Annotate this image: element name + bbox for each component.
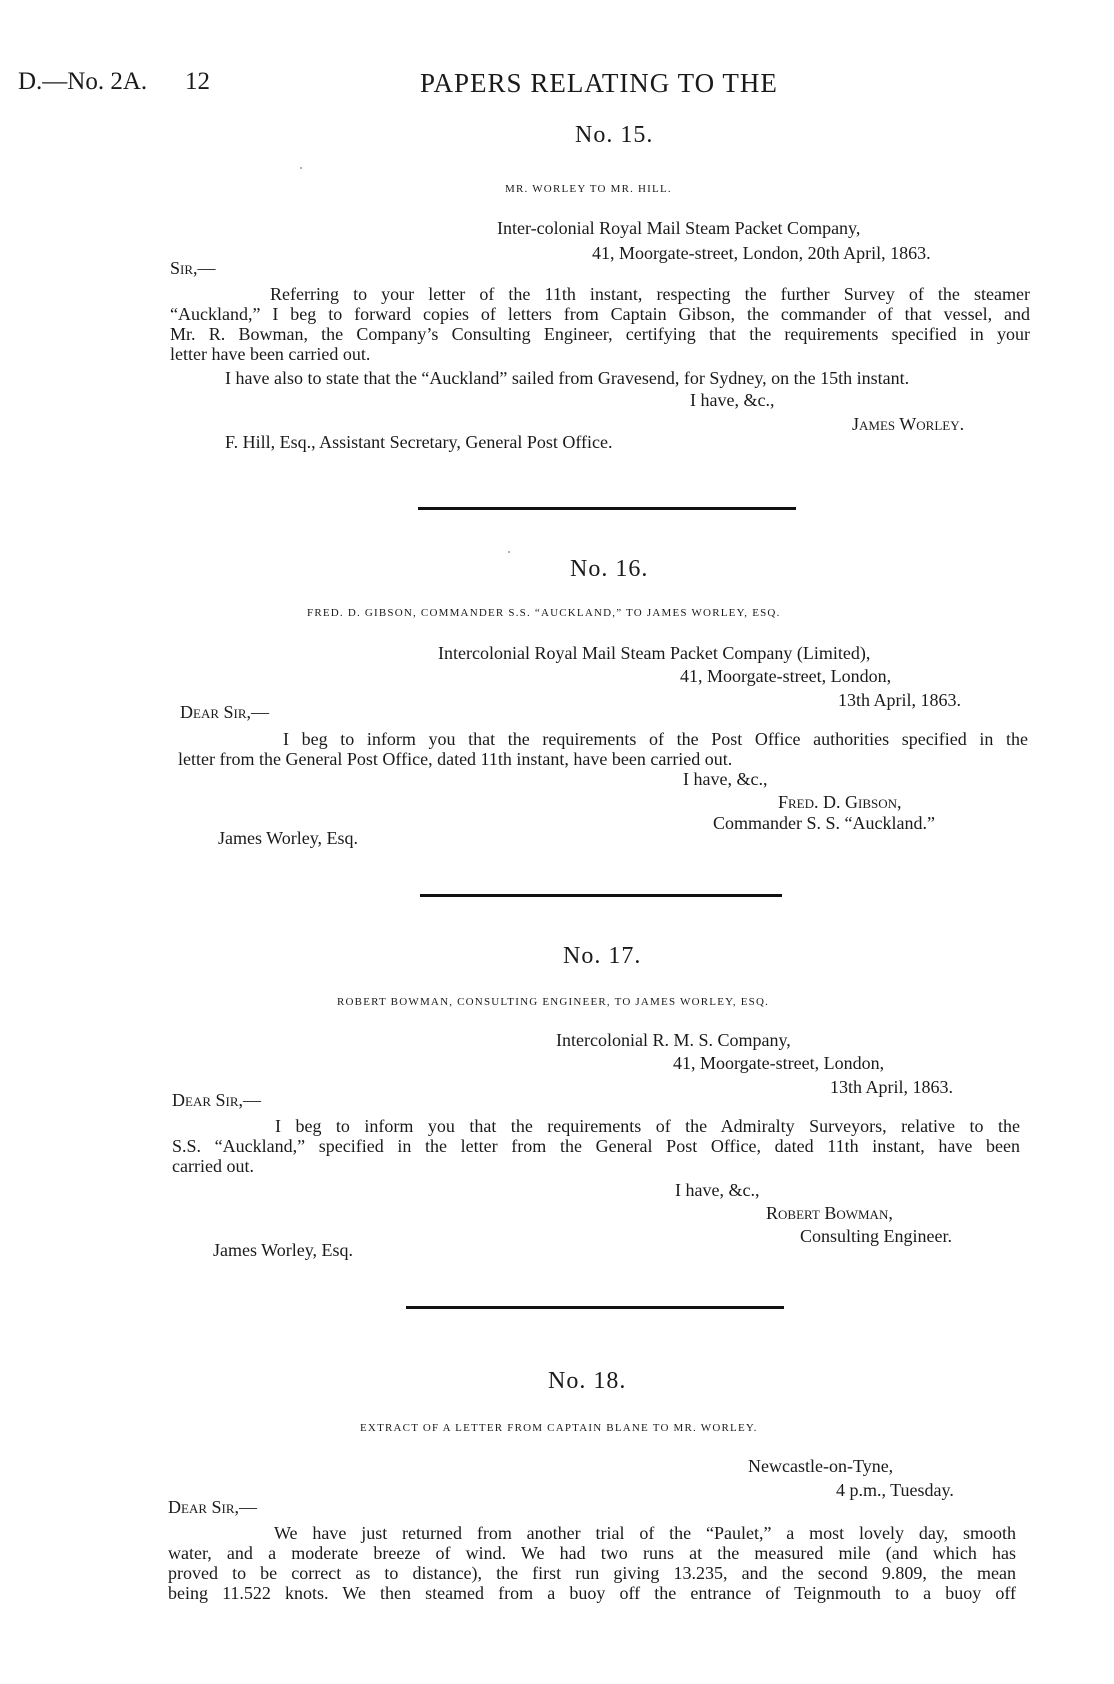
letter-address-line: Newcastle-on-Tyne, xyxy=(748,1456,894,1476)
letter-signature: James Worley. xyxy=(852,414,965,434)
print-speck xyxy=(300,167,302,169)
document-reference: D.—No. 2A. xyxy=(18,68,148,95)
letter-body-line: being 11.522 knots. We then steamed from a buoy off the entrance of Teignmouth to a buoy off xyxy=(168,1583,1016,1603)
letter-number: No. 16. xyxy=(570,556,649,582)
letter-salutation: Sir,— xyxy=(170,258,216,278)
section-divider xyxy=(420,894,782,897)
letter-addressee: James Worley, Esq. xyxy=(218,828,359,848)
letter-signature: Robert Bowman, xyxy=(766,1203,893,1223)
letter-closing: I have, &c., xyxy=(675,1180,760,1200)
letter-addressee: James Worley, Esq. xyxy=(213,1240,354,1260)
page-title: PAPERS RELATING TO THE xyxy=(420,68,778,98)
letter-number: No. 17. xyxy=(563,943,642,969)
letter-heading: FRED. D. GIBSON, COMMANDER S.S. “AUCKLAND,” TO JAMES WORLEY, ESQ. xyxy=(307,607,781,619)
letter-address-line: 41, Moorgate-street, London, xyxy=(680,666,892,686)
letter-address-line: 41, Moorgate-street, London, xyxy=(673,1053,885,1073)
letter-signature: Fred. D. Gibson, xyxy=(778,792,902,812)
letter-body-line: Mr. R. Bowman, the Company’s Consulting Engineer, certifying that the requirements specified in your xyxy=(170,324,1030,344)
letter-body-line: Referring to your letter of the 11th instant, respecting the further Survey of the steamer xyxy=(270,284,1030,304)
print-speck xyxy=(508,551,510,553)
letter-address-line: 41, Moorgate-street, London, 20th April, 1863. xyxy=(592,243,931,263)
section-divider xyxy=(406,1306,784,1309)
letter-address-line: Inter-colonial Royal Mail Steam Packet Company, xyxy=(497,218,861,238)
section-divider xyxy=(418,507,796,510)
letter-address-line: Intercolonial Royal Mail Steam Packet Company (Limited), xyxy=(438,643,871,663)
letter-signature-title: Commander S. S. “Auckland.” xyxy=(713,813,935,833)
letter-body-line: letter from the General Post Office, dated 11th instant, have been carried out. xyxy=(178,749,733,769)
letter-heading: MR. WORLEY TO MR. HILL. xyxy=(505,183,672,195)
letter-body-line: S.S. “Auckland,” specified in the letter from the General Post Office, dated 11th instant, have been xyxy=(172,1136,1020,1156)
letter-address-line: 13th April, 1863. xyxy=(838,690,962,710)
letter-body-line: “Auckland,” I beg to forward copies of letters from Captain Gibson, the commander of that vessel, and xyxy=(170,304,1030,324)
letter-body-line: water, and a moderate breeze of wind. We had two runs at the measured mile (and which has xyxy=(168,1543,1016,1563)
letter-address-line: 13th April, 1863. xyxy=(830,1077,954,1097)
letter-heading: EXTRACT OF A LETTER FROM CAPTAIN BLANE TO MR. WORLEY. xyxy=(360,1422,758,1434)
letter-body-line: carried out. xyxy=(172,1156,254,1176)
letter-salutation: Dear Sir,— xyxy=(180,702,270,722)
letter-closing: I have, &c., xyxy=(683,769,768,789)
page-number: 12 xyxy=(185,68,210,95)
letter-closing: I have, &c., xyxy=(690,390,775,410)
letter-number: No. 15. xyxy=(575,122,654,148)
letter-address-line: 4 p.m., Tuesday. xyxy=(836,1480,954,1500)
letter-body-line: I have also to state that the “Auckland” sailed from Gravesend, for Sydney, on the 15th instant. xyxy=(225,368,910,388)
letter-body-line: proved to be correct as to distance), the first run giving 13.235, and the second 9.809, the mean xyxy=(168,1563,1016,1583)
letter-signature-title: Consulting Engineer. xyxy=(800,1226,952,1246)
letter-number: No. 18. xyxy=(548,1368,627,1394)
letter-body-line: We have just returned from another trial of the “Paulet,” a most lovely day, smooth xyxy=(274,1523,1016,1543)
letter-addressee: F. Hill, Esq., Assistant Secretary, General Post Office. xyxy=(225,432,613,452)
letter-salutation: Dear Sir,— xyxy=(168,1497,258,1517)
letter-heading: ROBERT BOWMAN, CONSULTING ENGINEER, TO JAMES WORLEY, ESQ. xyxy=(337,996,770,1008)
letter-body-line: I beg to inform you that the requirements of the Post Office authorities specified in the xyxy=(283,729,1028,749)
letter-salutation: Dear Sir,— xyxy=(172,1090,262,1110)
letter-body-line: letter have been carried out. xyxy=(170,344,371,364)
letter-address-line: Intercolonial R. M. S. Company, xyxy=(556,1030,791,1050)
letter-body-line: I beg to inform you that the requirements of the Admiralty Surveyors, relative to the xyxy=(275,1116,1020,1136)
